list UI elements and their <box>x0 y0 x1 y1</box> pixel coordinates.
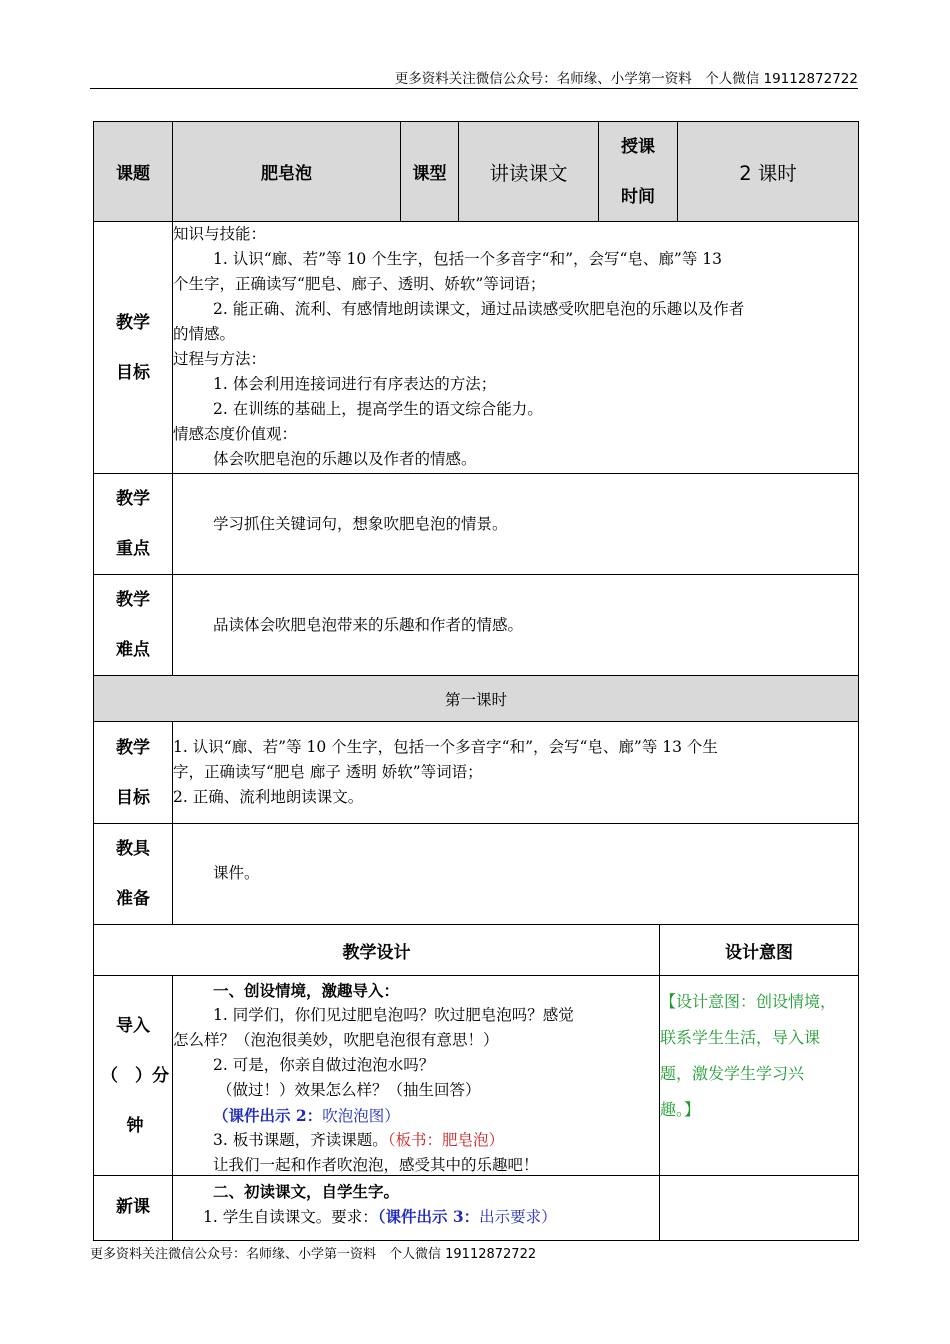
intro-content <box>173 976 660 1176</box>
lesson-goals-line: 字，正确读写“肥皂 廊子 透明 娇软”等词语； <box>173 763 483 781</box>
intro-line: 怎么样？（泡泡很美妙，吹肥皂泡很有意思！） <box>173 1031 499 1049</box>
new-lesson-line <box>203 1204 557 1230</box>
type-label: 课型 <box>401 121 459 222</box>
tools-label <box>93 824 173 925</box>
intent-line: 趣。】 <box>660 1100 701 1119</box>
design-title: 教学设计 <box>93 925 660 976</box>
intent-line: 联系学生生活，导入课 <box>660 1028 821 1047</box>
design-intent-title: 设计意图 <box>660 925 859 976</box>
key-points-label-line-1: 教学 <box>116 489 150 509</box>
tools-label-line-2: 准备 <box>116 889 150 909</box>
key-points-label <box>93 474 173 575</box>
intro-intent <box>660 976 859 1176</box>
new-lesson-intent <box>660 1176 859 1241</box>
intro-line: 让我们一起和作者吹泡泡，感受其中的乐趣吧！ <box>213 1156 539 1174</box>
goals-label-line-1: 教学 <box>116 312 150 333</box>
time-label-line-1: 授课 <box>621 136 655 157</box>
topic-label: 课题 <box>93 121 173 222</box>
intro-line: 1. 同学们，你们见过肥皂泡吗？吹过肥皂泡吗？感觉 <box>213 1006 574 1024</box>
lesson-goals-label-line-2: 目标 <box>116 787 150 808</box>
new-lesson-label: 新课 <box>93 1176 173 1241</box>
time-value: 2 课时 <box>678 121 859 222</box>
intro-line: 2. 可是，你亲自做过泡泡水吗？ <box>213 1056 435 1074</box>
new-lesson-content <box>173 1176 660 1241</box>
difficulties-text: 品读体会吹肥皂泡带来的乐趣和作者的情感。 <box>213 616 524 634</box>
goals-content <box>173 222 859 474</box>
intent-line: 题，激发学生学习兴 <box>660 1064 805 1083</box>
lesson-goals-line: 1. 认识“廊、若”等 10 个生字，包括一个多音字“和”，会写“皂、廊”等 13 个生 <box>173 738 718 756</box>
intro-heading: 一、创设情境，激趣导入： <box>213 981 400 1000</box>
intro-line-text: 3. 板书课题，齐读课题。 <box>213 1131 388 1149</box>
page-footer: 更多资料关注微信公众号：名师缘、小学第一资料 个人微信 19112872722 <box>90 1247 537 1262</box>
page-header: 更多资料关注微信公众号：名师缘、小学第一资料 个人微信 19112872722 <box>394 71 858 87</box>
goals-line: 体会吹肥皂泡的乐趣以及作者的情感。 <box>213 450 477 468</box>
time-label <box>599 121 678 222</box>
intro-line <box>213 1128 504 1153</box>
difficulties-content <box>173 575 859 676</box>
goals-line: 情感态度价值观： <box>173 425 298 443</box>
new-lesson-line-text: 1. 学生自读课文。要求： <box>203 1208 378 1226</box>
intro-label-line-1: 导入 <box>116 1015 150 1036</box>
intro-line: （做过！）效果怎么样？（抽生回答） <box>217 1081 481 1099</box>
goals-label <box>93 222 173 474</box>
new-lesson-heading: 二、初读课文，自学生字。 <box>213 1182 400 1201</box>
lesson-goals-label <box>93 722 173 824</box>
goals-line: 知识与技能： <box>173 225 267 243</box>
goals-line: 1. 认识“廊、若”等 10 个生字，包括一个多音字“和”，会写“皂、廊”等 13 <box>213 250 722 268</box>
key-points-text: 学习抓住关键词句，想象吹肥皂泡的情景。 <box>213 515 508 533</box>
tools-content <box>173 824 859 925</box>
intro-label <box>93 976 173 1176</box>
courseware-note-text: 吹泡泡图） <box>322 1107 400 1125</box>
goals-line: 的情感。 <box>173 325 236 343</box>
lesson-goals-content <box>173 722 859 824</box>
tools-label-line-1: 教具 <box>116 839 150 859</box>
tools-text: 课件。 <box>213 864 260 882</box>
goals-label-line-2: 目标 <box>116 362 150 383</box>
key-points-content <box>173 474 859 575</box>
intent-line: 【设计意图：创设情境， <box>660 992 837 1011</box>
topic-value: 肥皂泡 <box>173 121 401 222</box>
time-label-line-2: 时间 <box>621 186 655 207</box>
difficulties-label-line-1: 教学 <box>116 590 150 610</box>
board-note: （板书：肥皂泡） <box>387 1131 504 1149</box>
goals-line: 1. 体会利用连接词进行有序表达的方法； <box>213 375 497 393</box>
difficulties-label <box>93 575 173 676</box>
courseware-note-prefix: （课件出示 3： <box>377 1207 480 1226</box>
lesson-goals-line: 2. 正确、流利地朗读课文。 <box>173 788 364 806</box>
courseware-note-prefix: （课件出示 2： <box>213 1106 323 1125</box>
goals-line: 2. 能正确、流利、有感情地朗读课文，通过品读感受吹肥皂泡的乐趣以及作者 <box>213 300 745 318</box>
first-lesson-banner: 第一课时 <box>93 676 859 722</box>
difficulties-label-line-2: 难点 <box>116 640 150 660</box>
goals-line: 过程与方法： <box>173 350 267 368</box>
goals-line: 个生字，正确读写“肥皂、廊子、透明、娇软”等词语； <box>173 275 546 293</box>
type-value: 讲读课文 <box>459 121 599 222</box>
goals-line: 2. 在训练的基础上，提高学生的语文综合能力。 <box>213 400 543 418</box>
lesson-goals-label-line-1: 教学 <box>116 737 150 758</box>
header-rule <box>90 88 858 89</box>
courseware-note <box>213 1103 400 1129</box>
courseware-note-text: 出示要求） <box>479 1208 557 1226</box>
intro-label-line-2: （ ）分钟 <box>101 1065 169 1136</box>
key-points-label-line-2: 重点 <box>116 539 150 559</box>
